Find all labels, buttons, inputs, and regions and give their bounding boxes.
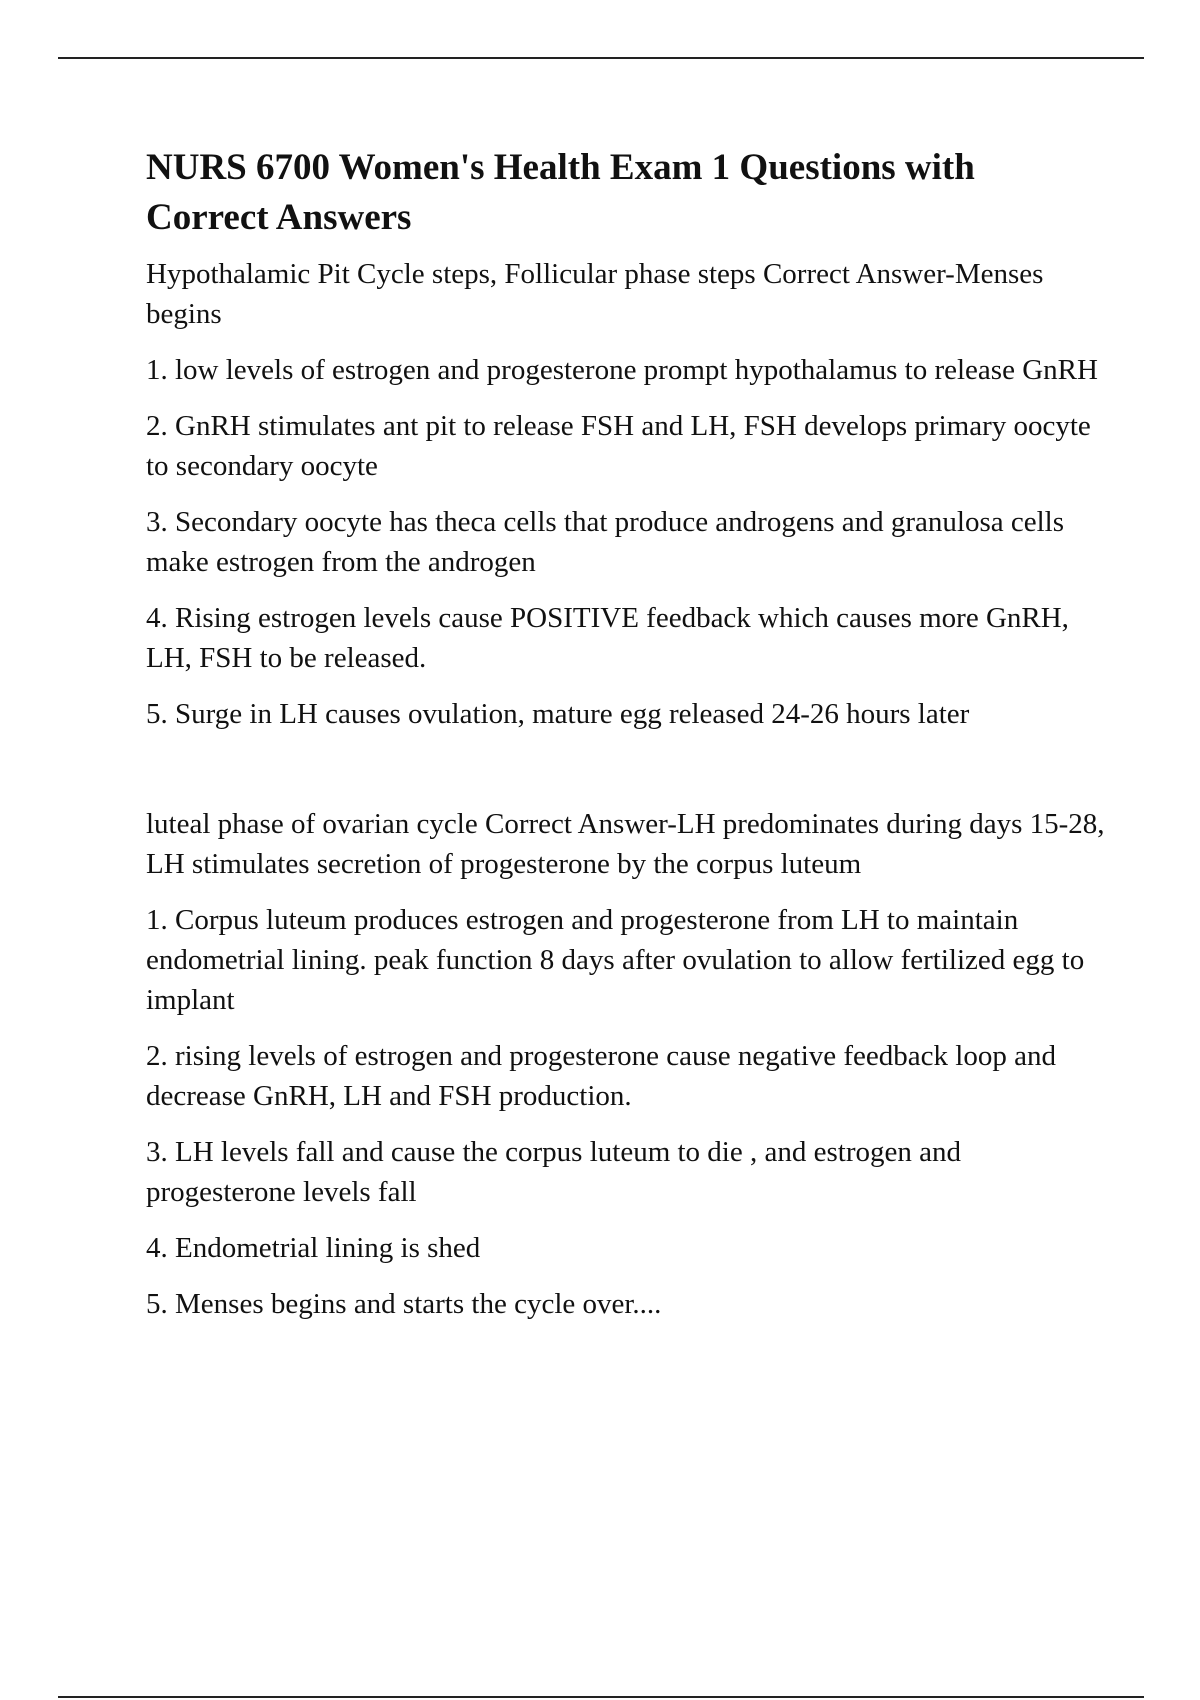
- answer-step: 1. Corpus luteum produces estrogen and progesterone from LH to maintain endometrial lining. peak function 8 days after ovulation to allow fertilized egg to implant: [146, 904, 1085, 1016]
- document-body: [146, 143, 1106, 1340]
- answer-step: 2. rising levels of estrogen and progesterone cause negative feedback loop and decrease GnRH, LH and FSH production.: [146, 1040, 1056, 1112]
- answer-step: 4. Rising estrogen levels cause POSITIVE feedback which causes more GnRH, LH, FSH to be released.: [146, 602, 1069, 674]
- bottom-divider: [58, 1696, 1144, 1698]
- answer-step: 5. Surge in LH causes ovulation, mature egg released 24-26 hours later: [146, 698, 970, 730]
- question-block-luteal: [146, 804, 1106, 1324]
- top-divider: [58, 57, 1144, 59]
- question-text: luteal phase of ovarian cycle Correct Answer-LH predominates during days 15-28, LH stimulates secretion of progesterone by the corpus luteum: [146, 808, 1105, 880]
- answer-step: 4. Endometrial lining is shed: [146, 1232, 481, 1264]
- section-spacer: [146, 750, 1106, 804]
- answer-step: 2. GnRH stimulates ant pit to release FSH and LH, FSH develops primary oocyte to secondary oocyte: [146, 410, 1091, 482]
- question-text: Hypothalamic Pit Cycle steps, Follicular phase steps Correct Answer-Menses begins: [146, 258, 1044, 330]
- answer-step: 1. low levels of estrogen and progesterone prompt hypothalamus to release GnRH: [146, 354, 1098, 386]
- question-block-follicular: [146, 254, 1106, 734]
- answer-step: 3. LH levels fall and cause the corpus luteum to die , and estrogen and progesterone levels fall: [146, 1136, 961, 1208]
- document-title: NURS 6700 Women's Health Exam 1 Questions with Correct Answers: [146, 147, 975, 238]
- answer-step: 5. Menses begins and starts the cycle over....: [146, 1288, 662, 1320]
- answer-step: 3. Secondary oocyte has theca cells that produce androgens and granulosa cells make estrogen from the androgen: [146, 506, 1065, 578]
